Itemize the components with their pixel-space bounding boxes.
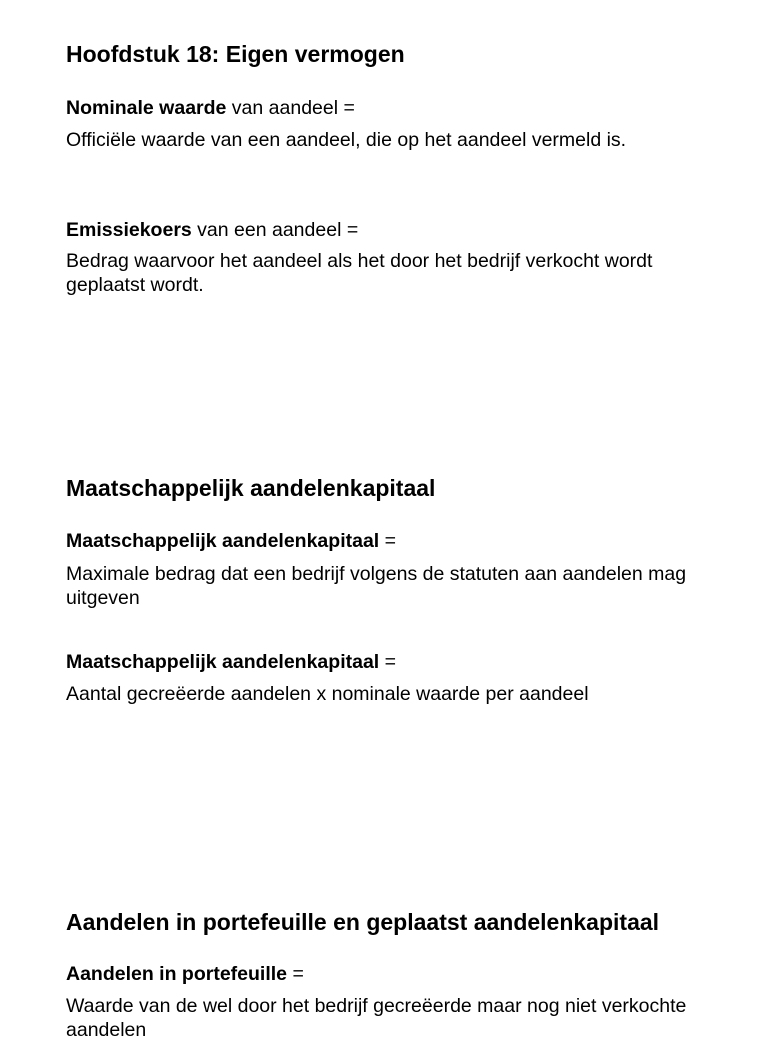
term-rest: =: [379, 530, 397, 552]
section-heading-maatschappelijk: Maatschappelijk aandelenkapitaal: [66, 475, 436, 501]
definition-emissiekoers: Bedrag waarvoor het aandeel als het door het bedrijf verkocht wordt geplaatst wordt.: [66, 250, 653, 296]
term-rest: van een aandeel =: [191, 219, 359, 241]
chapter-heading: Hoofdstuk 18: Eigen vermogen: [66, 41, 405, 67]
term-bold: Aandelen in portefeuille: [66, 963, 288, 985]
definition-maatschappelijk-1: Maximale bedrag dat een bedrijf volgens de statuten aan aandelen mag uitgeven: [66, 563, 687, 609]
term-bold: Emissiekoers: [66, 219, 192, 241]
term-nominale-waarde: [66, 96, 716, 120]
definition-maatschappelijk-2: Aantal gecreëerde aandelen x nominale waarde per aandeel: [66, 683, 589, 705]
term-emissiekoers: [66, 218, 716, 242]
section-heading-portefeuille: Aandelen in portefeuille en geplaatst aandelenkapitaal: [66, 909, 660, 935]
term-bold: Nominale waarde: [66, 97, 227, 119]
term-rest: =: [287, 963, 304, 985]
term-maatschappelijk-2: [66, 650, 716, 674]
term-bold: Maatschappelijk aandelenkapitaal: [66, 651, 380, 673]
term-aandelen-in-portefeuille: [66, 962, 716, 986]
term-bold: Maatschappelijk aandelenkapitaal: [66, 530, 380, 552]
term-rest: =: [379, 651, 397, 673]
definition-nominale-waarde: Officiële waarde van een aandeel, die op het aandeel vermeld is.: [66, 129, 627, 151]
term-maatschappelijk-1: [66, 529, 716, 553]
definition-aandelen-in-portefeuille: Waarde van de wel door het bedrijf gecreëerde maar nog niet verkochte aandelen: [66, 995, 687, 1041]
term-rest: van aandeel =: [226, 97, 355, 119]
